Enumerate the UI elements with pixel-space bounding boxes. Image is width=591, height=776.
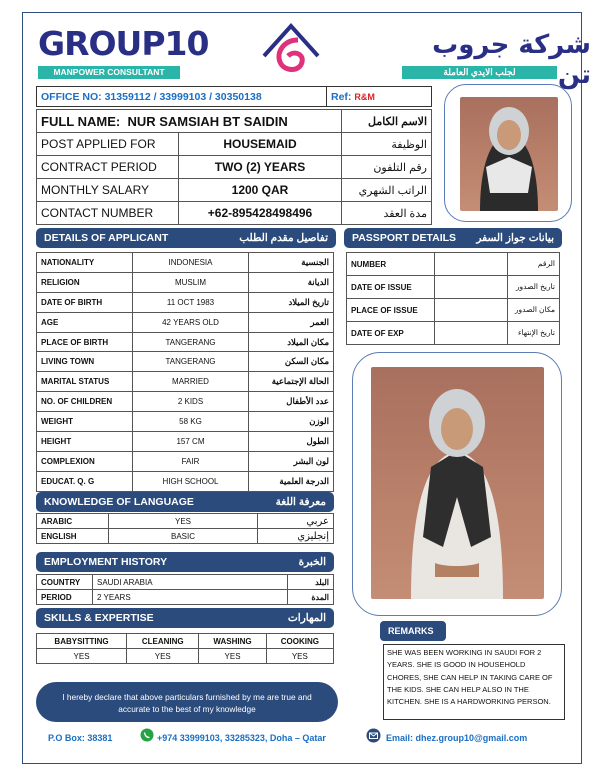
table-row [37, 133, 432, 156]
language-label: ARABIC [37, 514, 109, 529]
skills-header [36, 608, 334, 628]
brand-logo-arabic: شركة جروب تن [432, 30, 591, 90]
language-label-arabic: عربي [258, 514, 334, 529]
detail-label: PLACE OF BIRTH [37, 332, 133, 352]
details-header [36, 228, 336, 248]
passport-value [435, 299, 508, 322]
table-row [37, 352, 334, 372]
language-label-arabic: إنجليزي [258, 529, 334, 544]
detail-label-arabic: الوزن [249, 412, 334, 432]
row-label-arabic: رقم التلفون [342, 156, 432, 179]
detail-label: HEIGHT [37, 432, 133, 452]
detail-value: INDONESIA [133, 253, 249, 273]
po-box: P.O Box: 38381 [48, 733, 113, 743]
passport-value [435, 253, 508, 276]
detail-label-arabic: الدرجة العلمية [249, 471, 334, 491]
contact-number-value: +62-895428498496 [179, 202, 342, 225]
language-value: YES [109, 514, 258, 529]
passport-label: DATE OF ISSUE [347, 276, 435, 299]
table-row [37, 332, 334, 352]
detail-label-arabic: الطول [249, 432, 334, 452]
passport-header [344, 228, 562, 248]
table-row [37, 412, 334, 432]
declaration: I hereby declare that above particulars furnished by me are true and accurate to the best of my knowledge [36, 682, 338, 722]
table-row [37, 312, 334, 332]
language-title-arabic: معرفة اللغة [275, 496, 326, 508]
detail-value: HIGH SCHOOL [133, 471, 249, 491]
table-row [37, 372, 334, 392]
full-name-label: FULL NAME: [41, 113, 121, 129]
full-name: NUR SAMSIAH BT SAIDIN [127, 113, 288, 129]
skill-header: CLEANING [127, 634, 199, 649]
detail-value: MARRIED [133, 372, 249, 392]
applicant-photo-small [460, 97, 558, 211]
monthly-salary-value: 1200 QAR [179, 179, 342, 202]
row-label: CONTRACT PERIOD [37, 156, 179, 179]
table-row [37, 590, 334, 605]
detail-label: MARITAL STATUS [37, 372, 133, 392]
applicant-photo-large [371, 367, 544, 599]
email-icon [366, 728, 381, 743]
passport-label: PLACE OF ISSUE [347, 299, 435, 322]
photo-frame-large [352, 352, 562, 616]
skills-title: SKILLS & EXPERTISE [44, 612, 154, 624]
detail-label-arabic: الديانة [249, 272, 334, 292]
skills-table [36, 633, 334, 664]
detail-label: COMPLEXION [37, 451, 133, 471]
table-row [347, 276, 560, 299]
reference [327, 87, 432, 107]
employment-label-arabic: المدة [288, 590, 334, 605]
remarks-text: SHE WAS BEEN WORKING IN SAUDI FOR 2 YEARS. SHE IS GOOD IN HOUSEHOLD CHORES, SHE CAN HELP IN TAKING CARE OF THE KIDS. SHE CAN HELP ALSO IN THE KITCHEN. SHE IS A HARDWORKING PERSON. [383, 644, 565, 720]
skill-value: YES [127, 649, 199, 664]
email[interactable]: Email: dhez.group10@gmail.com [386, 733, 528, 743]
detail-value: MUSLIM [133, 272, 249, 292]
passport-title-arabic: بيانات جواز السفر [476, 232, 554, 244]
table-row [37, 253, 334, 273]
passport-label-arabic: تاريخ الصدور [508, 276, 560, 299]
skill-header: BABYSITTING [37, 634, 127, 649]
passport-title: PASSPORT DETAILS [352, 232, 457, 244]
passport-label: DATE OF EXP [347, 322, 435, 345]
details-title-arabic: تفاصيل مقدم الطلب [239, 232, 328, 244]
brand-logo: GROUP10 [38, 24, 209, 63]
photo-frame-small [444, 84, 572, 222]
table-row [37, 471, 334, 491]
table-row [37, 292, 334, 312]
table-row [37, 432, 334, 452]
detail-label: RELIGION [37, 272, 133, 292]
detail-label: WEIGHT [37, 412, 133, 432]
details-title: DETAILS OF APPLICANT [44, 232, 169, 244]
post-applied-value: HOUSEMAID [179, 133, 342, 156]
skill-value: YES [199, 649, 266, 664]
table-row [37, 179, 432, 202]
ref-value: R&M [354, 91, 375, 102]
row-label: POST APPLIED FOR [37, 133, 179, 156]
office-numbers: OFFICE NO: 31359112 / 33999103 / 30350138 [37, 87, 327, 107]
skill-value: YES [37, 649, 127, 664]
details-table [36, 252, 334, 492]
detail-value: 157 CM [133, 432, 249, 452]
brand-tagline-arabic: لجلب الايدي العاملة [402, 66, 557, 79]
employment-title-arabic: الخبرة [298, 556, 326, 568]
brand-emblem-icon [258, 22, 324, 78]
detail-label-arabic: الحالة الإجتماعية [249, 372, 334, 392]
table-row [37, 529, 334, 544]
employment-table [36, 574, 334, 605]
detail-label-arabic: الجنسية [249, 253, 334, 273]
detail-value: TANGERANG [133, 352, 249, 372]
employment-title: EMPLOYMENT HISTORY [44, 556, 168, 568]
employment-header [36, 552, 334, 572]
detail-label-arabic: مكان الميلاد [249, 332, 334, 352]
applicant-main-table [36, 109, 432, 225]
brand-tagline: MANPOWER CONSULTANT [38, 66, 180, 79]
table-row [347, 322, 560, 345]
detail-label: EDUCAT. Q. G [37, 471, 133, 491]
passport-label: NUMBER [347, 253, 435, 276]
detail-value: 2 KIDS [133, 392, 249, 412]
table-row [37, 202, 432, 225]
table-row [347, 253, 560, 276]
remarks-header [380, 621, 446, 641]
detail-label: NO. OF CHILDREN [37, 392, 133, 412]
detail-label: AGE [37, 312, 133, 332]
row-label: CONTACT NUMBER [37, 202, 179, 225]
language-value: BASIC [109, 529, 258, 544]
language-header [36, 492, 334, 512]
detail-label-arabic: تاريخ الميلاد [249, 292, 334, 312]
row-label-arabic: الوظيفة [342, 133, 432, 156]
passport-label-arabic: الرقم [508, 253, 560, 276]
row-label: MONTHLY SALARY [37, 179, 179, 202]
table-row [37, 392, 334, 412]
table-row [37, 634, 334, 649]
office-info [36, 86, 432, 107]
skill-header: COOKING [266, 634, 333, 649]
ref-label: Ref: [331, 90, 352, 103]
language-label: ENGLISH [37, 529, 109, 544]
detail-label-arabic: عدد الأطفال [249, 392, 334, 412]
employment-value: 2 YEARS [93, 590, 288, 605]
row-label-arabic: مدة العقد [342, 202, 432, 225]
person-portrait-icon [460, 97, 558, 211]
passport-label-arabic: مكان الصدور [508, 299, 560, 322]
passport-table [346, 252, 560, 345]
detail-label-arabic: مكان السكن [249, 352, 334, 372]
skill-value: YES [266, 649, 333, 664]
row-label-arabic: الراتب الشهري [342, 179, 432, 202]
detail-value: 11 OCT 1983 [133, 292, 249, 312]
language-title: KNOWLEDGE OF LANGUAGE [44, 496, 194, 508]
detail-value: TANGERANG [133, 332, 249, 352]
table-row [37, 649, 334, 664]
passport-label-arabic: تاريخ الإنتهاء [508, 322, 560, 345]
contract-period-value: TWO (2) YEARS [179, 156, 342, 179]
detail-label: NATIONALITY [37, 253, 133, 273]
skill-header: WASHING [199, 634, 266, 649]
detail-label: LIVING TOWN [37, 352, 133, 372]
whatsapp-icon [140, 728, 154, 742]
full-name-cell [37, 110, 342, 133]
employment-label: PERIOD [37, 590, 93, 605]
person-full-icon [371, 367, 544, 599]
employment-label-arabic: البلد [288, 575, 334, 590]
table-row [37, 575, 334, 590]
skills-title-arabic: المهارات [287, 612, 326, 624]
detail-value: 42 YEARS OLD [133, 312, 249, 332]
detail-value: 58 KG [133, 412, 249, 432]
employment-value: SAUDI ARABIA [93, 575, 288, 590]
phone: +974 33999103, 33285323, Doha – Qatar [157, 733, 326, 743]
language-table [36, 513, 334, 544]
detail-value: FAIR [133, 451, 249, 471]
table-row [37, 156, 432, 179]
employment-label: COUNTRY [37, 575, 93, 590]
full-name-arabic: الاسم الكامل [342, 110, 432, 133]
detail-label-arabic: لون البشر [249, 451, 334, 471]
detail-label: DATE OF BIRTH [37, 292, 133, 312]
table-row [37, 272, 334, 292]
table-row [347, 299, 560, 322]
table-row [37, 451, 334, 471]
remarks-title: REMARKS [388, 626, 434, 636]
passport-value [435, 322, 508, 345]
passport-value [435, 276, 508, 299]
detail-label-arabic: العمر [249, 312, 334, 332]
table-row [37, 514, 334, 529]
